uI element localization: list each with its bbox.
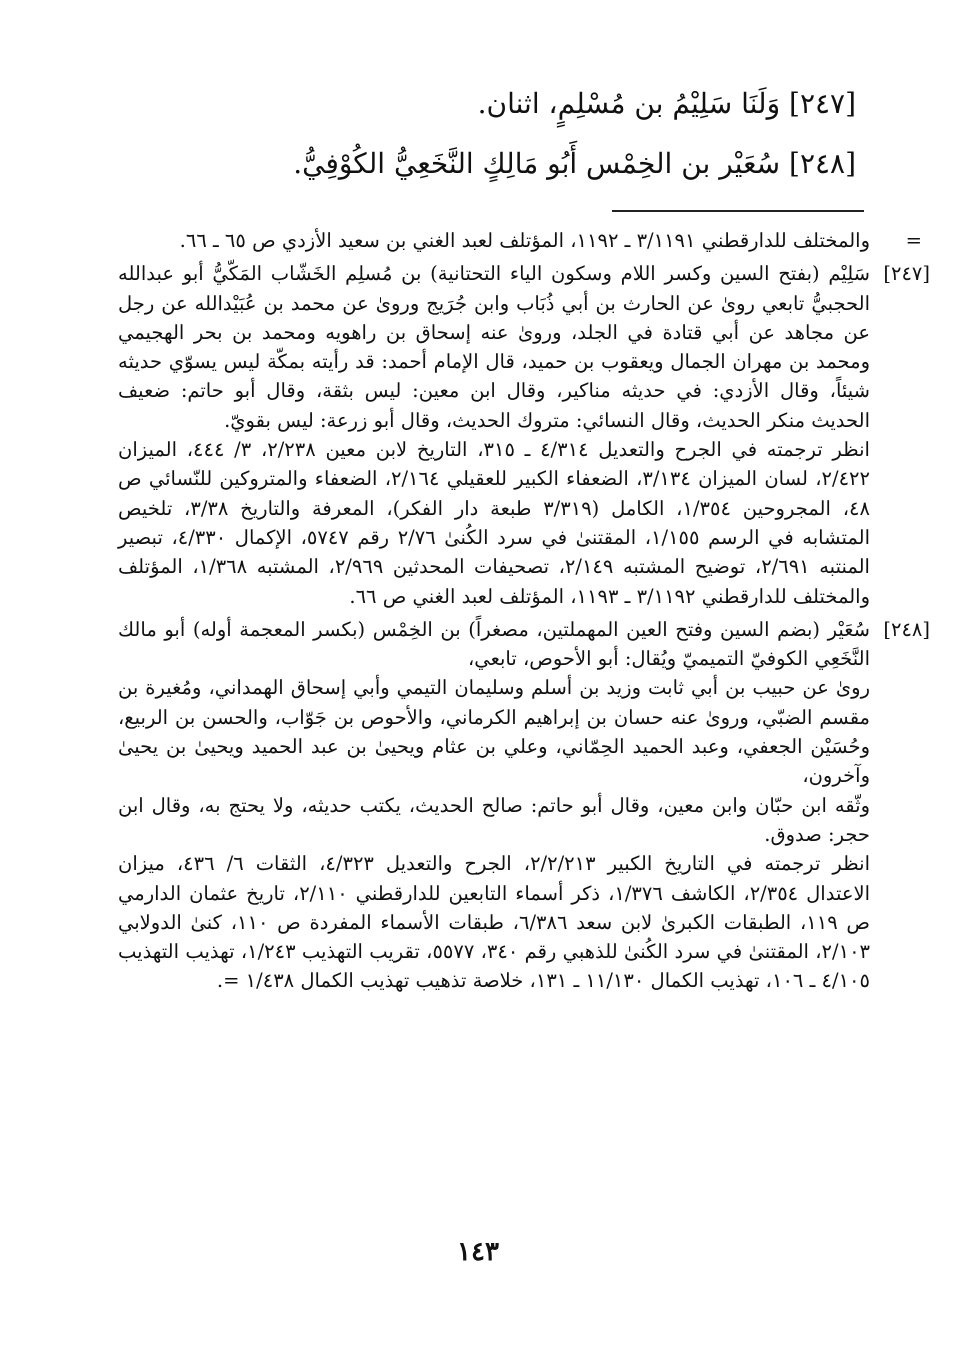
- footnotes: [118, 226, 930, 1000]
- footnote-paragraph: سَلِيْم (بفتح السين وكسر اللام وسكون الياء التحتانية) بن مُسلِم الخَشّاب المَكّيُّ أبو عبدالله الحجبيُّ تابعي روىٰ عن الحارث بن أبي ذُبَاب وابن جُرَيج وروىٰ عن محمد بن عُبَيْدالله عن رجل عن مجاهد عن أبي قتادة في الجلد، وروىٰ عنه إسحاق بن راهويه ومحمد بن بحر الهجيمي ومحمد بن مهران الجمال ويعقوب بن حميد، قال الإمام أحمد: قد رأيته بمكّة ليس يسوّي حديثه شيئاً، وقال الأزدي: في حديثه مناكير، وقال ابن معين: ليس بثقة، وقال أبو حاتم: ضعيف الحديث منكر الحديث، وقال النسائي: متروك الحديث، وقال أبو زرعة: ليس بقويّ.: [118, 262, 870, 432]
- continuation-marker: =: [905, 229, 922, 252]
- entry-248: [٢٤٨] سُعَيْر بن الخِمْس أَبُو مَالِكٍ النَّخَعِيُّ الكُوْفِيُّ.: [293, 147, 856, 180]
- footnote-paragraph: انظر ترجمته في الجرح والتعديل ٤/٣١٤ ـ ٣١٥، التاريخ لابن معين ٢/٢٣٨، ٣/ ٤٤٤، الميزان ٢/٤٢٢، لسان الميزان ٣/١٣٤، الضعفاء الكبير للعقيلي ٢/١٦٤، الضعفاء والمتروكين للنّسائي ص ٤٨، المجروحين ١/٣٥٤، الكامل (٣/٣١٩ طبعة دار الفكر)، المعرفة والتاريخ ٣/٣٨، تلخيص المتشابه في الرسم ١/١٥٥، المقتنىٰ في سرد الكُنىٰ ٢/٧٦ رقم ٥٧٤٧، الإكمال ٤/٣٣٠، تبصير المنتبه ٢/٦٩١، توضيح المشتبه ٢/١٤٩، تصحيفات المحدثين ٢/٩٦٩، المشتبه ١/٣٦٨، المؤتلف والمختلف للدارقطني ٣/١١٩٢ ـ ١١٩٣، المؤتلف لعبد الغني ص ٦٦.: [118, 438, 870, 608]
- footnote-paragraph: روىٰ عن حبيب بن أبي ثابت وزيد بن أسلم وسليمان التيمي وأبي إسحاق الهمداني، ومُغيرة بن مقسم الضبّي، وروىٰ عنه حسان بن إبراهيم الكرماني، والأحوص بن جَوّاب، والحسن بن الربيع، وحُسَيْن الجعفي، وعبد الحميد الحِمّاني، وعلي بن عثام ويحيىٰ بن عبد الحميد ويحيىٰ بن يحيىٰ وآخرون،: [118, 676, 870, 788]
- footnote-continuation: [118, 226, 922, 255]
- footnote-separator: [612, 210, 864, 212]
- footnote-248: [118, 615, 930, 996]
- footnote-paragraph: انظر ترجمته في التاريخ الكبير ٢/٢/٢١٣، الجرح والتعديل ٤/٣٢٣، الثقات ٦/ ٤٣٦، ميزان الاعتدال ٢/٣٥٤، الكاشف ١/٣٧٦، ذكر أسماء التابعين للدارقطني ٢/١١٠، تاريخ عثمان الدارمي ص ١١٩، الطبقات الكبرىٰ لابن سعد ٦/٣٨٦، طبقات الأسماء المفردة ص ١١٠، كنىٰ الدولابي ٢/١٠٣، المقتنىٰ في سرد الكُنىٰ للذهبي رقم ٣٤٠، ٥٥٧٧، تقريب التهذيب ١/٢٤٣، تهذيب التهذيب ٤/١٠٥ ـ ١٠٦، تهذيب الكمال ١١/١٣٠ ـ ١٣١، خلاصة تذهيب تهذيب الكمال ١/٤٣٨ =.: [118, 852, 871, 993]
- footnote-247: [118, 259, 930, 611]
- footnote-paragraph: سُعَيْر (بضم السين وفتح العين المهملتين، مصغراً) بن الخِمْس (بكسر المعجمة أوله) أبو مالك النَّخَعِي الكوفيّ التميميّ ويُقال: أبو الأحوص، تابعي،: [118, 617, 870, 671]
- entry-247: [٢٤٧] وَلَنَا سَلِيْمُ بن مُسْلِمٍ، اثنان.: [477, 87, 856, 120]
- page-number: ١٤٣: [457, 1237, 499, 1267]
- footnote-paragraph: والمختلف للدارقطني ٣/١١٩١ ـ ١١٩٢، المؤتلف لعبد الغني بن سعيد الأزدي ص ٦٥ ـ ٦٦.: [179, 229, 870, 252]
- footnote-marker-248: [٢٤٨]: [883, 617, 930, 641]
- footnote-marker-247: [٢٤٧]: [883, 262, 930, 286]
- footnote-paragraph: وثّقه ابن حبّان وابن معين، وقال أبو حاتم: صالح الحديث، يكتب حديثه، ولا يحتج به، وقال ابن حجر: صدوق.: [118, 793, 870, 846]
